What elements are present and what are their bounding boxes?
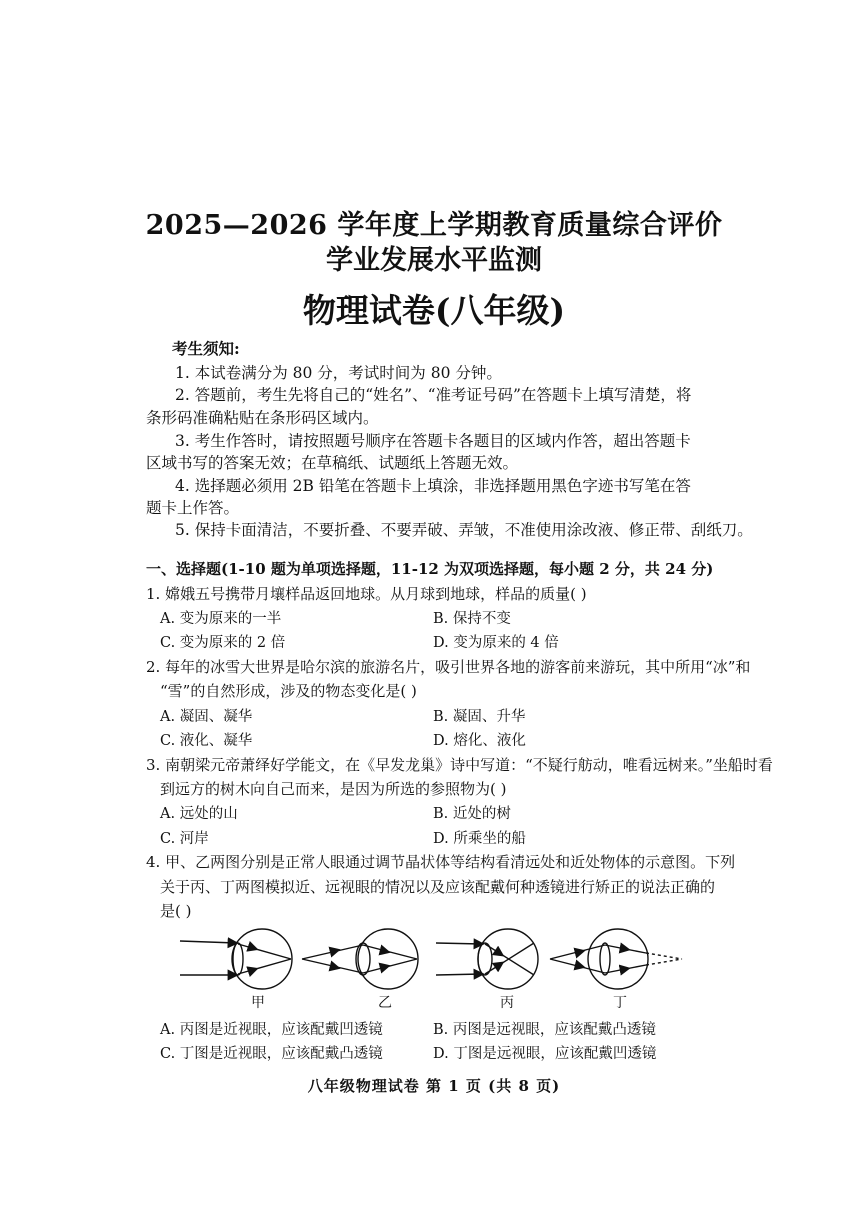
- q4-option-b: B. 丙图是远视眼，应该配戴凸透镜: [433, 1022, 656, 1038]
- fig-label-jia: 甲: [251, 995, 265, 1011]
- title-line2: 学业发展水平监测: [326, 245, 542, 276]
- q1-option-a: A. 变为原来的一半: [160, 611, 282, 627]
- q1-option-d: D. 变为原来的 4 倍: [433, 635, 559, 651]
- notice-item-4-line2: 题卡上作答。: [146, 499, 240, 517]
- notice-item-3-line1: 3. 考生作答时，请按照题号顺序在答题卡各题目的区域内作答，超出答题卡: [175, 432, 691, 450]
- q3-stem-line1: 3. 南朝梁元帝萧绎好学能文，在《早发龙巢》诗中写道：“不疑行舫动，唯看远树来。”坐船时看: [146, 756, 773, 774]
- q2-option-d: D. 熔化、液化: [433, 733, 526, 749]
- fig-label-yi: 乙: [378, 995, 392, 1011]
- eye-diagram-bing: [436, 929, 538, 989]
- page-footer: 八年级物理试卷 第 1 页 (共 8 页): [307, 1077, 561, 1095]
- section1-heading: 一、选择题(1-10 题为单项选择题，11-12 为双项选择题，每小题 2 分，共 24 分): [146, 560, 714, 578]
- q3-option-b: B. 近处的树: [433, 806, 511, 822]
- q2-stem-line2: “雪”的自然形成，涉及的物态变化是( ): [160, 682, 417, 700]
- q2-option-c: C. 液化、凝华: [160, 733, 253, 749]
- q4-stem-line3: 是( ): [160, 902, 192, 920]
- eye-diagram-jia: [180, 929, 292, 989]
- notice-heading: 考生须知:: [172, 339, 240, 358]
- notice-item-4-line1: 4. 选择题必须用 2B 铅笔在答题卡上填涂，非选择题用黑色字迹书写笔在答: [175, 477, 691, 495]
- q4-option-a: A. 丙图是近视眼，应该配戴凹透镜: [160, 1022, 383, 1038]
- q4-option-d: D. 丁图是远视眼，应该配戴凹透镜: [433, 1046, 657, 1062]
- q1-stem: 1. 嫦娥五号携带月壤样品返回地球。从月球到地球，样品的质量( ): [146, 585, 587, 603]
- q4-stem-line2: 关于丙、丁两图模拟近、远视眼的情况以及应该配戴何种透镜进行矫正的说法正确的: [160, 878, 716, 896]
- notice-item-3-line2: 区域书写的答案无效；在草稿纸、试题纸上答题无效。: [146, 454, 519, 472]
- fig-label-ding: 丁: [613, 995, 627, 1011]
- exam-title: 物理试卷(八年级): [302, 291, 566, 330]
- q1-option-c: C. 变为原来的 2 倍: [160, 635, 286, 651]
- q4-option-c: C. 丁图是近视眼，应该配戴凸透镜: [160, 1046, 383, 1062]
- title-line1: 2025—2026 学年度上学期教育质量综合评价: [145, 210, 723, 241]
- eye-diagrams-figure: [170, 925, 700, 1015]
- q1-option-b: B. 保持不变: [433, 611, 511, 627]
- notice-item-2-line1: 2. 答题前，考生先将自己的“姓名”、“准考证号码”在答题卡上填写清楚，将: [175, 386, 692, 404]
- notice-item-2-line2: 条形码准确粘贴在条形码区域内。: [146, 409, 379, 427]
- fig-label-bing: 丙: [500, 995, 514, 1011]
- q3-option-d: D. 所乘坐的船: [433, 831, 526, 847]
- q3-option-c: C. 河岸: [160, 831, 209, 847]
- notice-item-1: 1. 本试卷满分为 80 分，考试时间为 80 分钟。: [175, 364, 502, 382]
- q3-option-a: A. 远处的山: [160, 806, 238, 822]
- notice-item-5: 5. 保持卡面清洁，不要折叠、不要弄破、弄皱，不准使用涂改液、修正带、刮纸刀。: [175, 521, 753, 539]
- q2-option-a: A. 凝固、凝华: [160, 709, 253, 725]
- q2-stem-line1: 2. 每年的冰雪大世界是哈尔滨的旅游名片，吸引世界各地的游客前来游玩，其中所用“冰”和: [146, 658, 751, 676]
- eye-diagram-yi: [302, 929, 418, 989]
- q4-stem-line1: 4. 甲、乙两图分别是正常人眼通过调节晶状体等结构看清远处和近处物体的示意图。下列: [146, 853, 736, 871]
- q3-stem-line2: 到远方的树木向自己而来，是因为所选的参照物为( ): [160, 780, 507, 798]
- eye-diagram-ding: [550, 929, 682, 989]
- q2-option-b: B. 凝固、升华: [433, 709, 526, 725]
